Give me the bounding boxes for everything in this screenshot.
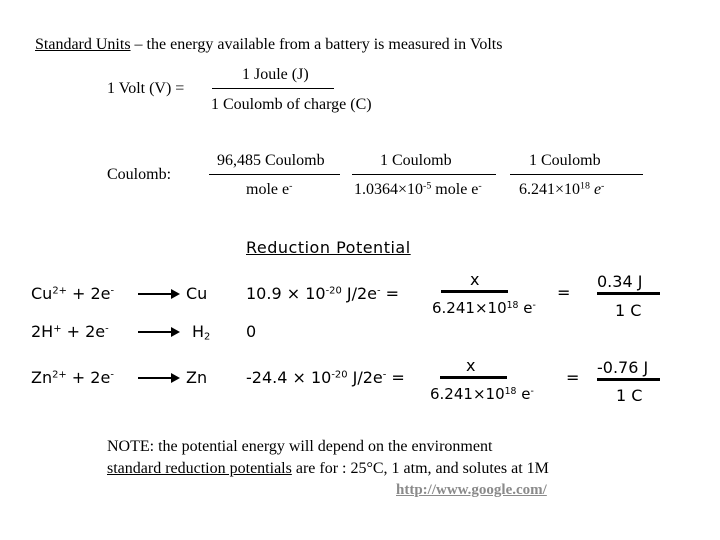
coulomb-f3-numerator: 1 Coulomb <box>529 152 601 169</box>
r3-energy-sup2: - <box>382 369 387 381</box>
r2-product-sub: 2 <box>204 331 211 343</box>
coulomb-f1-denominator <box>246 181 292 199</box>
r3-energy-b: 10 <box>305 368 332 387</box>
r1-energy-a: 10.9 <box>246 284 287 303</box>
r1-arrow-icon <box>138 293 178 295</box>
r1-reactants <box>31 284 114 303</box>
r1-xd-sup: 18 <box>506 299 519 311</box>
r2-arrow-icon <box>138 331 178 333</box>
r1-energy-sup: -20 <box>325 285 342 297</box>
r1-energy-b: 10 <box>300 284 326 303</box>
r1-xd-times: × <box>474 299 488 317</box>
r3-lhs-sup2: - <box>110 369 114 381</box>
r3-xd-sup2: - <box>530 385 534 397</box>
volt-lhs: 1 Volt (V) = <box>107 80 185 97</box>
title-underlined: Standard Units <box>35 36 131 53</box>
r3-equals: = <box>566 368 580 387</box>
note-line-2 <box>107 460 549 478</box>
coulomb-f3-bar <box>510 174 643 175</box>
r1-result-numerator: 0.34 J <box>597 272 643 291</box>
r3-arrow-icon <box>138 377 178 379</box>
r1-x-numerator: x <box>470 270 480 289</box>
f2-den-a: 1.0364 <box>354 181 398 198</box>
r3-reactants <box>31 368 114 387</box>
r3-xd-times: × <box>472 385 486 403</box>
r3-energy-c: J/2e <box>347 368 383 387</box>
f2-den-times: × <box>398 181 408 198</box>
note-rest: are for : 25°C, 1 atm, and solutes at 1M <box>291 460 549 477</box>
coulomb-f2-bar <box>352 174 496 175</box>
r1-equals: = <box>557 283 571 302</box>
r1-energy-times: × <box>286 284 301 303</box>
f3-den-b: 10 <box>564 181 581 198</box>
r1-product: Cu <box>186 284 208 303</box>
reduction-heading: Reduction Potential <box>246 238 411 257</box>
r1-x-denominator <box>432 299 536 317</box>
r1-xd-b: 10 <box>487 299 507 317</box>
r3-xd-b: 10 <box>485 385 505 403</box>
r3-energy-a: -24.4 <box>246 368 293 387</box>
r1-x-bar <box>441 290 508 293</box>
r3-xd-c: e <box>516 385 531 403</box>
coulomb-f1-bar <box>209 174 340 175</box>
r2-energy: 0 <box>246 322 257 341</box>
r3-x-bar <box>440 376 507 379</box>
r1-lhs-sup2: - <box>110 285 115 297</box>
r1-energy-c: J/2e <box>341 284 377 303</box>
google-link[interactable]: http://www.google.com/ <box>396 482 547 498</box>
r1-lhs-b: + 2e <box>66 284 111 303</box>
r3-result-denominator: 1 C <box>616 386 643 405</box>
r3-result-bar <box>597 378 660 381</box>
r2-reactants <box>31 322 109 341</box>
r1-lhs-sup: 2+ <box>52 285 67 297</box>
f3-den-c: e <box>589 181 602 198</box>
f3-den-sup2: - <box>601 180 605 192</box>
r1-energy-sup2: - <box>376 285 381 297</box>
r1-energy <box>246 284 399 303</box>
coulomb-f3-denominator <box>519 181 604 199</box>
f2-den-b: 10 <box>407 181 424 198</box>
r3-lhs-a: Zn <box>31 368 53 387</box>
r1-xd-a: 6.241 <box>432 299 475 317</box>
r3-xd-a: 6.241 <box>430 385 473 403</box>
title-rest: – the energy available from a battery is measured in Volts <box>130 36 503 53</box>
f2-den-c: mole e <box>431 181 479 198</box>
volt-denominator: 1 Coulomb of charge (C) <box>211 96 372 113</box>
r1-energy-eq: = <box>380 284 400 303</box>
coulomb-f1-numerator: 96,485 Coulomb <box>217 152 325 169</box>
volt-numerator: 1 Joule (J) <box>242 66 309 83</box>
r3-lhs-b: + 2e <box>66 368 111 387</box>
note-underlined: standard reduction potentials <box>107 460 292 477</box>
f2-den-sup: -5 <box>423 180 432 192</box>
r1-xd-c: e <box>518 299 533 317</box>
r3-result-numerator: -0.76 J <box>597 358 649 377</box>
note-line-1: NOTE: the potential energy will depend on the environment <box>107 438 493 455</box>
r1-xd-sup2: - <box>532 299 536 311</box>
r3-energy-sup: -20 <box>331 369 348 381</box>
page-title <box>35 36 502 54</box>
f1-den-sup: - <box>289 180 293 192</box>
coulomb-f2-denominator <box>354 181 482 199</box>
f2-den-sup2: - <box>478 180 482 192</box>
r2-lhs-sup: + <box>53 323 62 335</box>
r3-x-numerator: x <box>466 356 476 375</box>
r3-xd-sup: 18 <box>504 385 517 397</box>
r1-result-bar <box>597 292 660 295</box>
r3-energy-eq: = <box>386 368 405 387</box>
f1-den-text: mole e <box>246 181 290 198</box>
r3-energy-times: × <box>292 368 306 387</box>
r2-product-h: H <box>192 322 205 341</box>
r2-lhs-a: 2H <box>31 322 54 341</box>
volt-fraction-bar <box>212 88 334 89</box>
r2-lhs-sup2: - <box>105 323 109 335</box>
r2-product <box>192 322 210 341</box>
r3-lhs-sup: 2+ <box>52 369 67 381</box>
f3-den-sup: 18 <box>580 180 590 192</box>
r1-result-denominator: 1 C <box>615 301 642 320</box>
coulomb-label: Coulomb: <box>107 166 172 183</box>
r2-lhs-b: + 2e <box>61 322 106 341</box>
f3-den-a: 6.241 <box>519 181 555 198</box>
r3-product: Zn <box>186 368 208 387</box>
r3-x-denominator <box>430 385 534 403</box>
f3-den-times: × <box>555 181 565 198</box>
r3-energy <box>246 368 405 387</box>
r1-lhs-a: Cu <box>31 284 53 303</box>
coulomb-f2-numerator: 1 Coulomb <box>380 152 452 169</box>
